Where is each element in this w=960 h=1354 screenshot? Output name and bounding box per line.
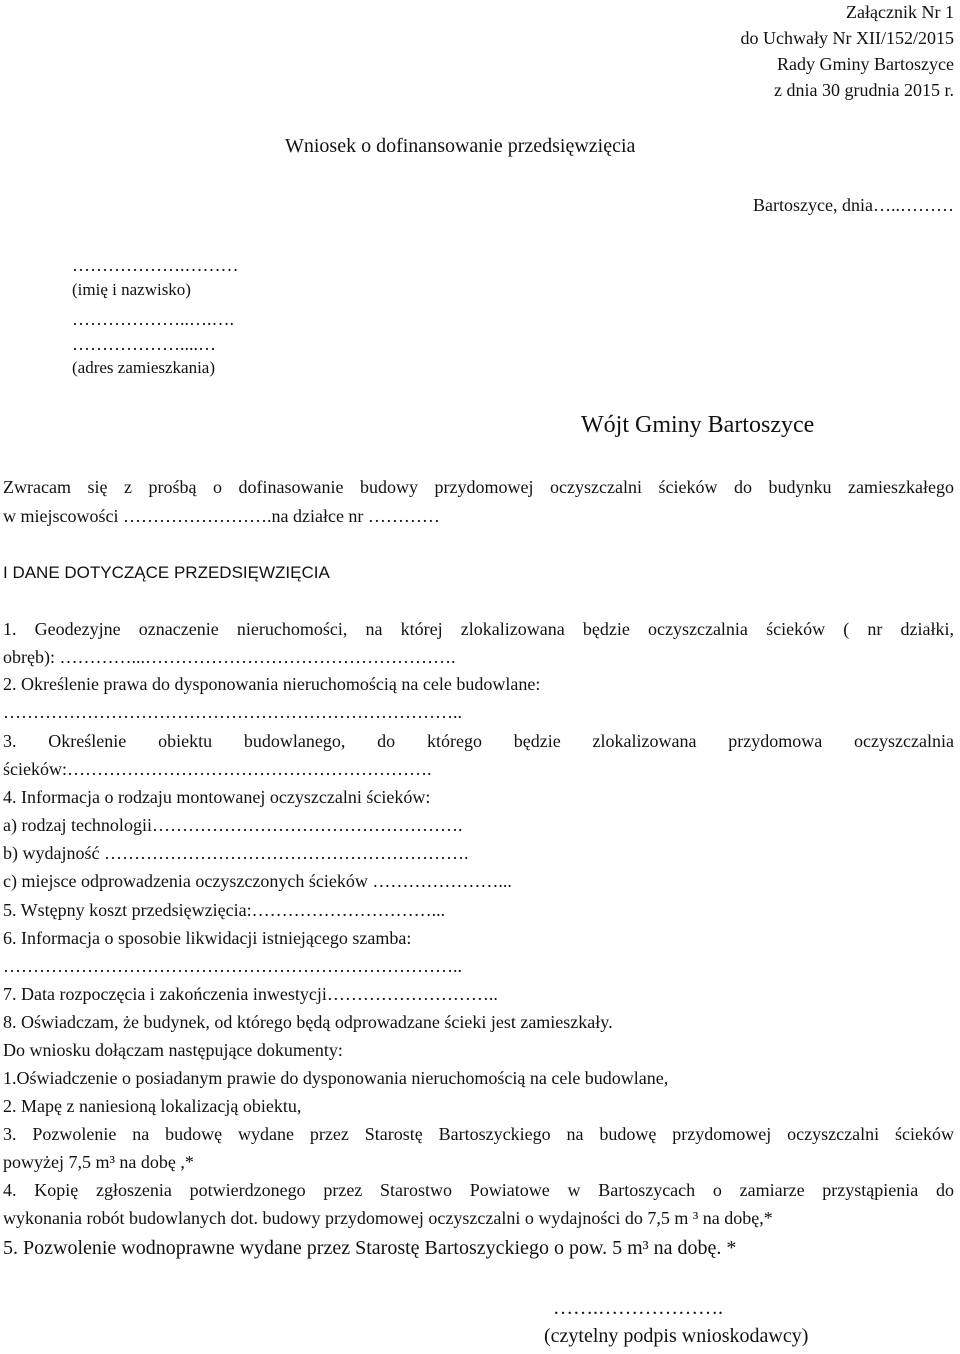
signature-label: (czytelny podpis wnioskodawcy) bbox=[544, 1325, 809, 1347]
item-4b: b) wydajność ……………………………………………………. bbox=[3, 843, 469, 863]
applicant-address-dots-2: ………………....… bbox=[72, 334, 216, 354]
applicant-address-dots-1: ………………..….…. bbox=[72, 309, 234, 329]
item-4a: a) rodzaj technologii……………………………………………. bbox=[3, 815, 463, 835]
annex-line-2: do Uchwały Nr XII/152/2015 bbox=[740, 28, 954, 48]
attachments-intro: Do wniosku dołączam następujące dokumenty: bbox=[3, 1040, 343, 1060]
place-date-field: Bartoszyce, dnia…..……… bbox=[753, 195, 954, 215]
item-5: 5. Wstępny koszt przedsięwzięcia:…………………………... bbox=[3, 900, 446, 920]
attachment-3-line-a: 3. Pozwolenie na budowę wydane przez Starostę Bartoszyckiego na budowę przydomowej oczyszczalni ścieków bbox=[3, 1124, 954, 1144]
item-2-line-b: ………………………………………………………………….. bbox=[3, 702, 462, 722]
document-title: Wniosek o dofinansowanie przedsięwzięcia bbox=[285, 135, 636, 157]
attachment-4-line-a: 4. Kopię zgłoszenia potwierdzonego przez Starostwo Powiatowe w Bartoszycach o zamiarze przystąpienia do bbox=[3, 1180, 954, 1200]
annex-line-3: Rady Gminy Bartoszyce bbox=[777, 54, 954, 74]
item-1-line-b: obręb): …………...……………………………………………. bbox=[3, 647, 456, 667]
attachment-3-line-b: powyżej 7,5 m³ na dobę ,* bbox=[3, 1152, 194, 1172]
item-8: 8. Oświadczam, że budynek, od którego będą odprowadzane ścieki jest zamieszkały. bbox=[3, 1012, 613, 1032]
attachment-5: 5. Pozwolenie wodnoprawne wydane przez Starostę Bartoszyckiego o pow. 5 m³ na dobę. * bbox=[3, 1237, 737, 1259]
item-4c: c) miejsce odprowadzenia oczyszczonych ścieków …………………... bbox=[3, 871, 512, 891]
item-3-line-b: ścieków:……………………………………………………. bbox=[3, 759, 432, 779]
annex-line-4: z dnia 30 grudnia 2015 r. bbox=[774, 80, 954, 100]
applicant-name-dots: ……………….……… bbox=[72, 255, 239, 275]
item-6-line-a: 6. Informacja o sposobie likwidacji istniejącego szamba: bbox=[3, 928, 412, 948]
item-6-line-b: ………………………………………………………………….. bbox=[3, 956, 462, 976]
item-2-line-a: 2. Określenie prawa do dysponowania nieruchomością na cele budowlane: bbox=[3, 674, 541, 694]
request-line-2: w miejscowości …………………….na działce nr ………… bbox=[3, 506, 440, 526]
item-1-line-a: 1. Geodezyjne oznaczenie nieruchomości, na której zlokalizowana będzie oczyszczalnia ścieków ( nr działki, bbox=[3, 619, 954, 639]
annex-line-1: Załącznik Nr 1 bbox=[846, 2, 954, 22]
attachment-2: 2. Mapę z naniesioną lokalizacją obiektu, bbox=[3, 1096, 302, 1116]
applicant-address-label: (adres zamieszkania) bbox=[72, 358, 215, 377]
applicant-name-label: (imię i nazwisko) bbox=[72, 280, 191, 299]
item-3-line-a: 3. Określenie obiektu budowlanego, do którego będzie zlokalizowana przydomowa oczyszczalnia bbox=[3, 731, 954, 751]
addressee: Wójt Gminy Bartoszyce bbox=[581, 412, 815, 438]
request-line-1: Zwracam się z prośbą o dofinasowanie budowy przydomowej oczyszczalni ścieków do budynku zamieszkałego bbox=[3, 477, 954, 497]
item-4: 4. Informacja o rodzaju montowanej oczyszczalni ścieków: bbox=[3, 787, 431, 807]
item-7: 7. Data rozpoczęcia i zakończenia inwestycji……………………….. bbox=[3, 984, 498, 1004]
section-heading: I DANE DOTYCZĄCE PRZEDSIĘWZIĘCIA bbox=[3, 563, 330, 582]
signature-dots: …….………………. bbox=[553, 1297, 723, 1319]
attachment-1: 1.Oświadczenie o posiadanym prawie do dysponowania nieruchomością na cele budowlane, bbox=[3, 1068, 669, 1088]
attachment-4-line-b: wykonania robót budowlanych dot. budowy przydomowej oczyszczalni o wydajności do 7,5 m ³ na dobę,* bbox=[3, 1208, 773, 1228]
